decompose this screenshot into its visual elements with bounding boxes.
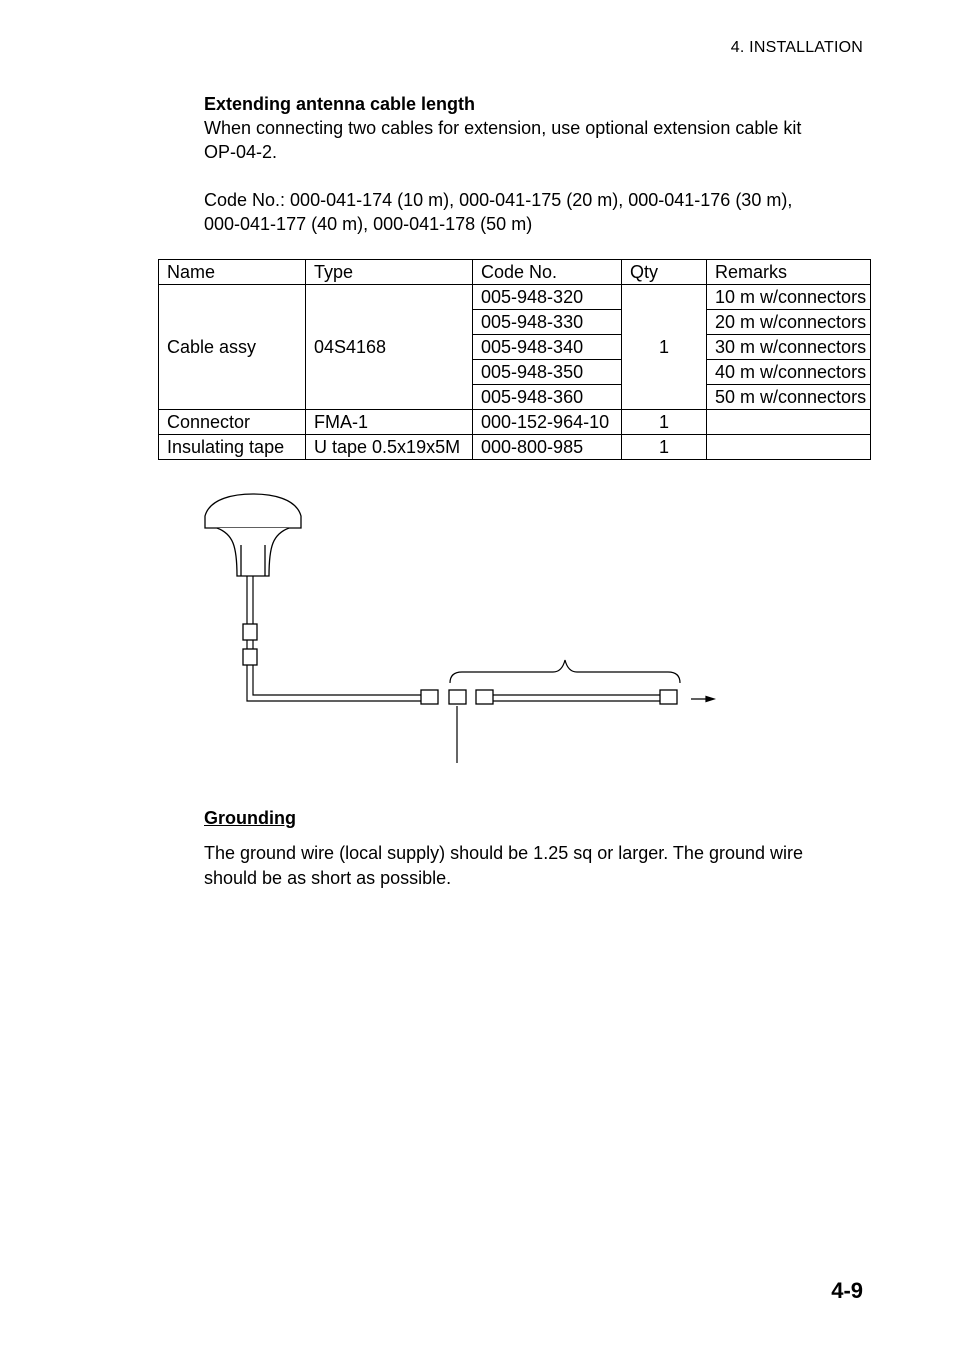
connector-type-cell: FMA-1 <box>306 410 473 435</box>
grounding-section <box>204 806 864 891</box>
cable-remarks-cell: 20 m w/connectors <box>707 310 871 335</box>
tape-type-cell: U tape 0.5x19x5M <box>306 435 473 460</box>
connector-code-cell: 000-152-964-10 <box>473 410 622 435</box>
tape-name-cell: Insulating tape <box>159 435 306 460</box>
antenna-cable <box>247 576 660 701</box>
header-remarks: Remarks <box>707 260 871 285</box>
brace-icon <box>450 660 680 683</box>
header-code: Code No. <box>473 260 622 285</box>
cable-code-cell: 005-948-350 <box>473 360 622 385</box>
cable-code-cell: 005-948-330 <box>473 310 622 335</box>
extending-heading: Extending antenna cable length <box>204 94 476 114</box>
antenna-icon <box>205 494 301 576</box>
cable-remarks-cell: 40 m w/connectors <box>707 360 871 385</box>
header-type: Type <box>306 260 473 285</box>
cable-name-cell: Cable assy <box>159 285 306 410</box>
connector-name-cell: Connector <box>159 410 306 435</box>
grounding-heading: Grounding <box>204 808 296 828</box>
connector-qty-cell: 1 <box>622 410 707 435</box>
table-row <box>159 410 871 435</box>
cable-remarks-cell: 10 m w/connectors <box>707 285 871 310</box>
table-row <box>159 435 871 460</box>
cable-type-cell: 04S4168 <box>306 285 473 410</box>
connector-icon <box>243 624 677 704</box>
header-section-title: 4. INSTALLATION <box>730 39 863 56</box>
cable-remarks-cell: 50 m w/connectors <box>707 385 871 410</box>
table-row <box>159 285 871 310</box>
cable-qty-cell: 1 <box>622 285 707 410</box>
cable-extension-diagram <box>0 480 954 780</box>
page-number: 4-9 <box>831 1278 863 1303</box>
table-header-row <box>159 260 871 285</box>
code-list-line1: Code No.: 000-041-174 (10 m), 000-041-175 (20 m), 000-041-176 (30 m), <box>204 190 793 210</box>
cable-code-cell: 005-948-320 <box>473 285 622 310</box>
extending-section <box>204 92 864 236</box>
connector-remarks-cell <box>707 410 871 435</box>
extending-text-line1: When connecting two cables for extension, use optional extension cable kit <box>204 118 802 138</box>
code-list-line2: 000-041-177 (40 m), 000-041-178 (50 m) <box>204 214 533 234</box>
grounding-text-line1: The ground wire (local supply) should be 1.25 sq or larger. The ground wire <box>204 843 804 863</box>
parts-table <box>158 259 871 460</box>
tape-code-cell: 000-800-985 <box>473 435 622 460</box>
cable-remarks-cell: 30 m w/connectors <box>707 335 871 360</box>
tape-remarks-cell <box>707 435 871 460</box>
extending-text-line2: OP-04-2. <box>204 142 278 162</box>
tape-qty-cell: 1 <box>622 435 707 460</box>
header-qty: Qty <box>622 260 707 285</box>
cable-code-cell: 005-948-340 <box>473 335 622 360</box>
header-name: Name <box>159 260 306 285</box>
arrow-icon <box>691 697 714 702</box>
grounding-text-line2: should be as short as possible. <box>204 868 452 888</box>
cable-code-cell: 005-948-360 <box>473 385 622 410</box>
